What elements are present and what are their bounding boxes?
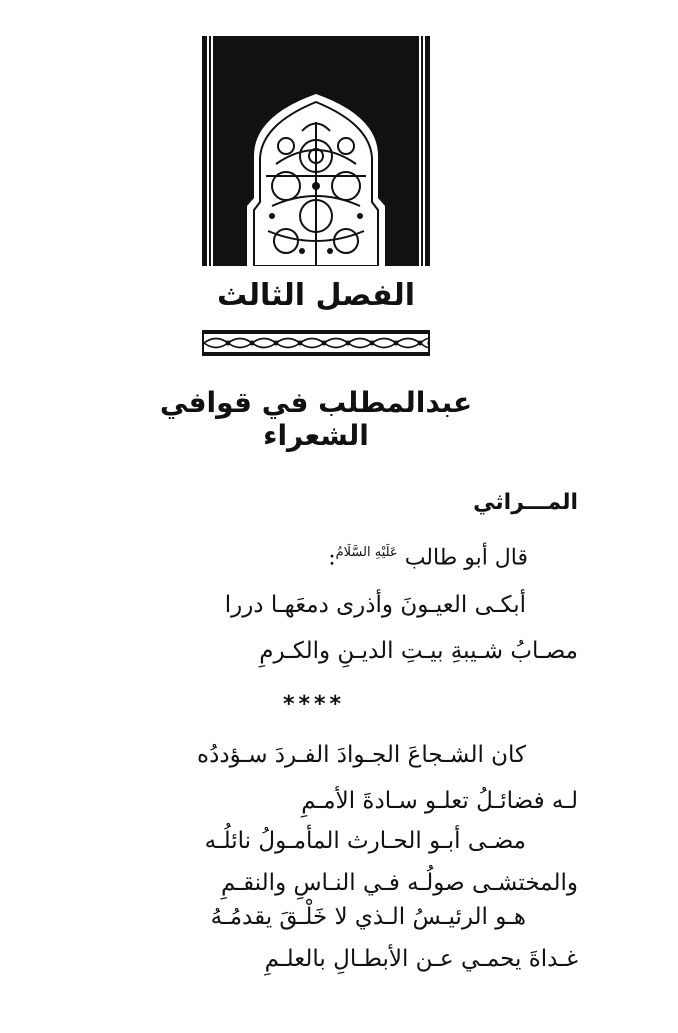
intro-text: قال أبو طالب <box>404 545 528 571</box>
section-heading: المـــراثي <box>473 490 578 515</box>
chapter-title: عبدالمطلب في قوافي الشعراء <box>159 386 473 452</box>
verse-separator: **** <box>282 692 346 717</box>
intro-colon: : <box>328 545 336 571</box>
verse-line: لـه فضائـلُ تعلـو سـادةَ الأمـمِ <box>301 788 578 814</box>
intro-line <box>328 545 528 570</box>
verse-line: أبكـى العيـونَ وأذرى دمعَهـا دررا <box>224 592 526 618</box>
honorific: عَلَيْهِ السَّلَامُ <box>335 545 398 560</box>
verse-line: مضـى أبـو الحـارث المأمـولُ نائلُـه <box>204 828 526 854</box>
verse-line: كان الشـجاعَ الجـوادَ الفـردَ سـؤددُه <box>197 742 526 768</box>
verse-line: هـو الرئيـسُ الـذي لا خَلْـقَ يقدمُـهُ <box>210 904 526 930</box>
verse-line: مصـابُ شـيبةِ بيـتِ الديـنِ والكـرمِ <box>259 638 578 664</box>
verse-line: غـداةَ يحمـي عـن الأبطـالِ بالعلـمِ <box>264 946 578 972</box>
arch-ornament-icon <box>202 36 430 266</box>
chapter-label: الفصل الثالث <box>216 278 415 313</box>
verse-line: والمختشـى صولُـه فـي النـاسِ والنقـمِ <box>221 870 578 896</box>
decorative-band-icon <box>202 330 430 356</box>
